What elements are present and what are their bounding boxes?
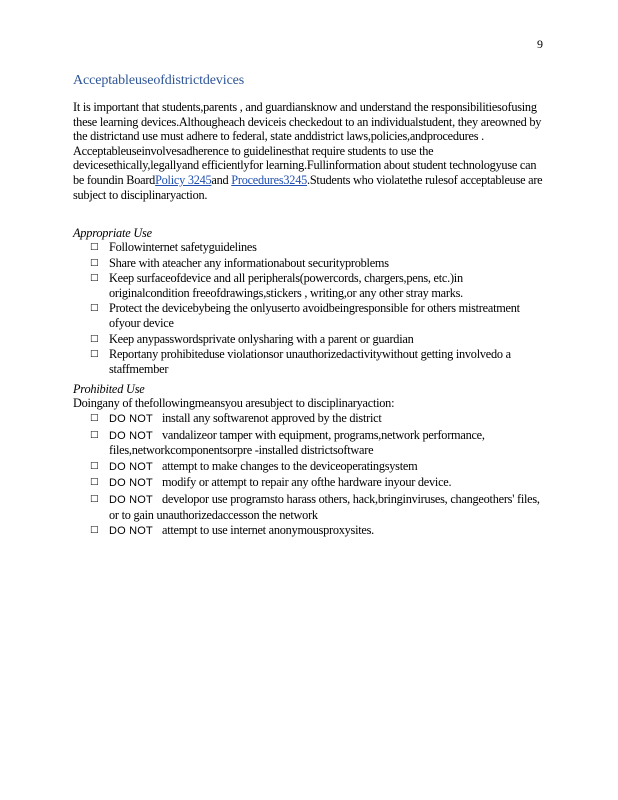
list-item-text: attempt to make changes to the deviceoperatingsystem: [161, 458, 418, 473]
list-item-text: Share with ateacher any informationabout securityproblems: [109, 255, 389, 270]
bullet-square-icon: □: [90, 429, 99, 440]
list-item: [90, 256, 545, 271]
intro-text-3: .Students who violatethe rulesof acceptableuse are subject to disciplinaryaction.: [73, 172, 543, 202]
list-item-text: modify or attempt to repair any ofthe hardware inyour device.: [161, 475, 452, 490]
section-heading: Acceptableuseofdistrictdevices: [73, 73, 245, 88]
list-item-text: Protect the devicebybeing the onlyuserto avoidbeingresponsible for others mistreatment ofyour device: [109, 301, 520, 330]
bullet-square-icon: □: [90, 303, 99, 314]
intro-text-2: and: [211, 172, 232, 187]
list-item: [90, 332, 545, 347]
prohibited-use-title: Prohibited Use: [73, 382, 145, 396]
intro-paragraph: [73, 100, 543, 202]
prohibited-use-intro: Doingany of thefollowingmeansyou aresubject to disciplinaryaction:: [73, 396, 395, 410]
do-not-label: DO NOT: [109, 477, 153, 490]
list-item-text: vandalizeor tamper with equipment, programs,network performance, files,networkcomponentsorpre -installed districtsoftware: [109, 427, 485, 458]
list-item-text: Keep anypasswordsprivate onlysharing with a parent or guardian: [109, 331, 414, 346]
bullet-square-icon: □: [90, 525, 99, 536]
do-not-label: DO NOT: [109, 429, 153, 442]
list-item: [90, 459, 545, 475]
bullet-square-icon: □: [90, 460, 99, 471]
list-item-text: Reportany prohibiteduse violationsor unauthorizedactivitywithout getting involvedo a staffmember: [109, 347, 511, 376]
appropriate-use-title: Appropriate Use: [73, 226, 152, 240]
bullet-square-icon: □: [90, 413, 99, 423]
bullet-square-icon: □: [90, 273, 99, 284]
list-item: [90, 301, 545, 330]
do-not-label: DO NOT: [109, 460, 153, 473]
page-number: 9: [537, 37, 543, 51]
do-not-label: DO NOT: [109, 413, 153, 425]
list-item: [90, 475, 545, 491]
list-item: [90, 240, 545, 255]
do-not-label: DO NOT: [109, 525, 153, 538]
bullet-square-icon: □: [90, 333, 99, 344]
bullet-square-icon: □: [90, 477, 99, 488]
bullet-square-icon: □: [90, 257, 99, 268]
list-item: [90, 347, 545, 376]
list-item-text: attempt to use internet anonymousproxysites.: [161, 523, 374, 538]
do-not-label: DO NOT: [109, 493, 153, 506]
appropriate-use-list: [90, 240, 545, 377]
list-item-text: developor use programsto harass others, hack,bringinviruses, changeothers' files, or to gain unauthorizedaccesson the network: [109, 491, 540, 522]
list-item-text: install any softwarenot approved by the district: [161, 411, 382, 425]
list-item-text: Followinternet safetyguidelines: [109, 240, 257, 254]
list-item: [90, 411, 545, 427]
list-item: [90, 428, 545, 458]
list-item: [90, 492, 545, 522]
prohibited-use-list: [90, 411, 545, 540]
procedures-link[interactable]: Procedures3245: [231, 172, 307, 187]
bullet-square-icon: □: [90, 349, 99, 360]
list-item: [90, 271, 545, 300]
list-item: [90, 523, 545, 539]
policy-link[interactable]: Policy 3245: [155, 172, 212, 187]
intro-text-1: It is important that students,parents , and guardiansknow and understand the responsibilitiesofusing these learning devices.Althougheach deviceis checkedout to an individualstudent, they areowned by the districtand use must adhere to federal, state anddistrict laws,policies,andprocedures . Acceptableuseinvolvesadherence to guidelinesthat require students to use the devicesethically,legallyand efficientlyfor learning.Fullinformation about student technologyuse can be foundin Board: [73, 100, 542, 187]
list-item-text: Keep surfaceofdevice and all peripherals(powercords, chargers,pens, etc.)in originalcondition freeofdrawings,stickers , writing,or any other stray marks.: [109, 271, 463, 300]
bullet-square-icon: □: [90, 242, 99, 252]
bullet-square-icon: □: [90, 493, 99, 504]
